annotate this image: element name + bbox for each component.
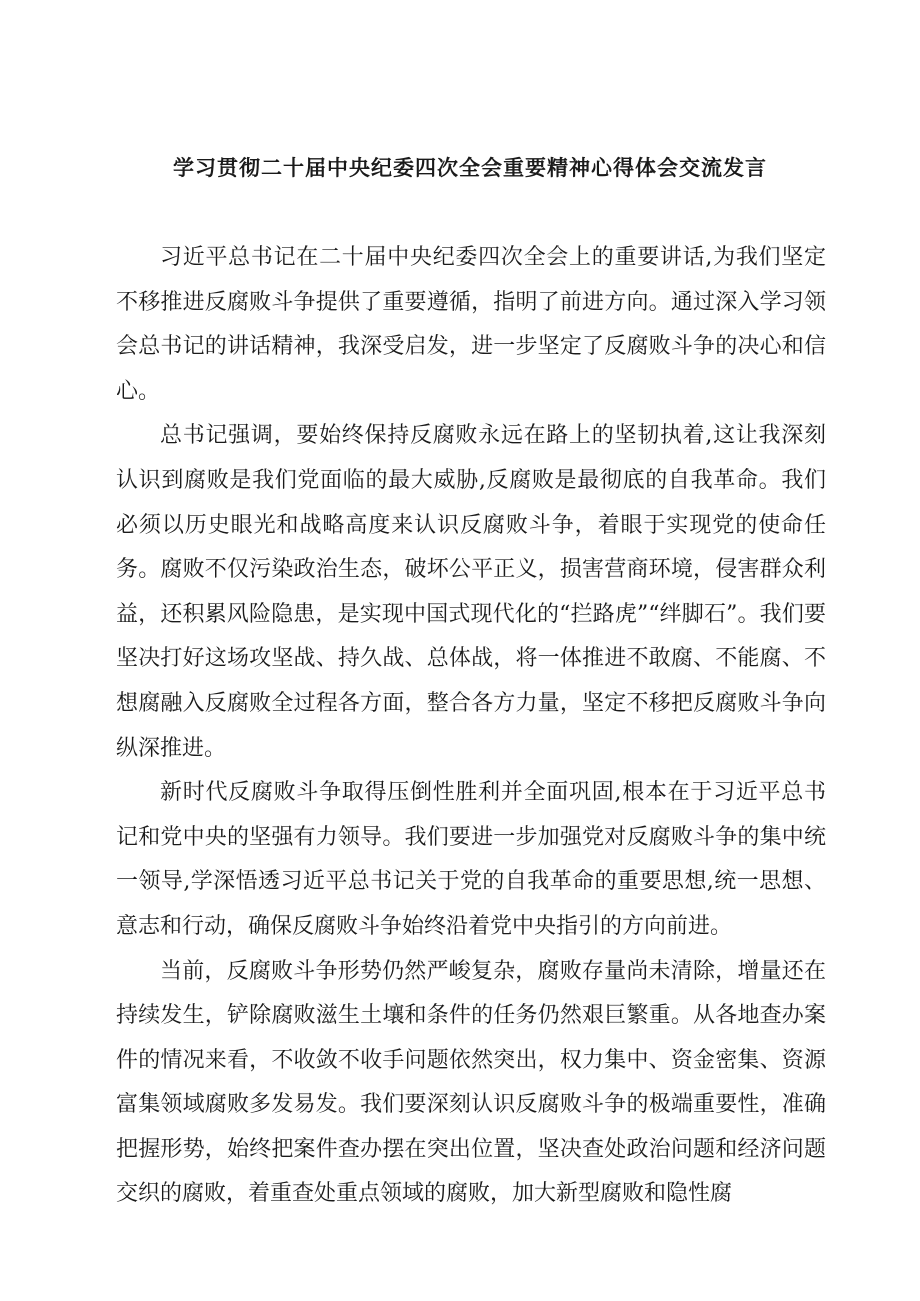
paragraph-1: 习近平总书记在二十届中央纪委四次全会上的重要讲话,为我们坚定不移推进反腐败斗争提供了重要遵循，指明了前进方向。通过深入学习领会总书记的讲话精神，我深受启发，进一步坚定了反腐败斗争的决心和信心。 bbox=[116, 245, 826, 404]
document-body bbox=[116, 236, 826, 1217]
document-title: 学习贯彻二十届中央纪委四次全会重要精神心得体会交流发言 bbox=[173, 155, 767, 180]
paragraph-2: 总书记强调，要始终保持反腐败永远在路上的坚韧执着,这让我深刻认识到腐败是我们党面临的最大威胁,反腐败是最彻底的自我革命。我们必须以历史眼光和战略高度来认识反腐败斗争，着眼于实现党的使命任务。腐败不仅污染政治生态，破坏公平正义，损害营商环境，侵害群众利益，还积累风险隐患，是实现中国式现代化的“拦路虎”“绊脚石”。我们要坚决打好这场攻坚战、持久战、总体战，将一体推进不敢腐、不能腐、不想腐融入反腐败全过程各方面，整合各方力量，坚定不移把反腐败斗争向纵深推进。 bbox=[116, 423, 826, 761]
paragraph-4: 当前，反腐败斗争形势仍然严峻复杂，腐败存量尚未清除，增量还在持续发生，铲除腐败滋生土壤和条件的任务仍然艰巨繁重。从各地查办案件的情况来看，不收敛不收手问题依然突出，权力集中、资金密集、资源富集领域腐败多发易发。我们要深刻认识反腐败斗争的极端重要性，准确把握形势，始终把案件查办摆在突出位置，坚决查处政治问题和经济问题交织的腐败，着重查处重点领域的腐败，加大新型腐败和隐性腐 bbox=[116, 958, 826, 1207]
paragraph-3: 新时代反腐败斗争取得压倒性胜利并全面巩固,根本在于习近平总书记和党中央的坚强有力领导。我们要进一步加强党对反腐败斗争的集中统一领导,学深悟透习近平总书记关于党的自我革命的重要思想,统一思想、意志和行动，确保反腐败斗争始终沿着党中央指引的方向前进。 bbox=[116, 780, 826, 939]
